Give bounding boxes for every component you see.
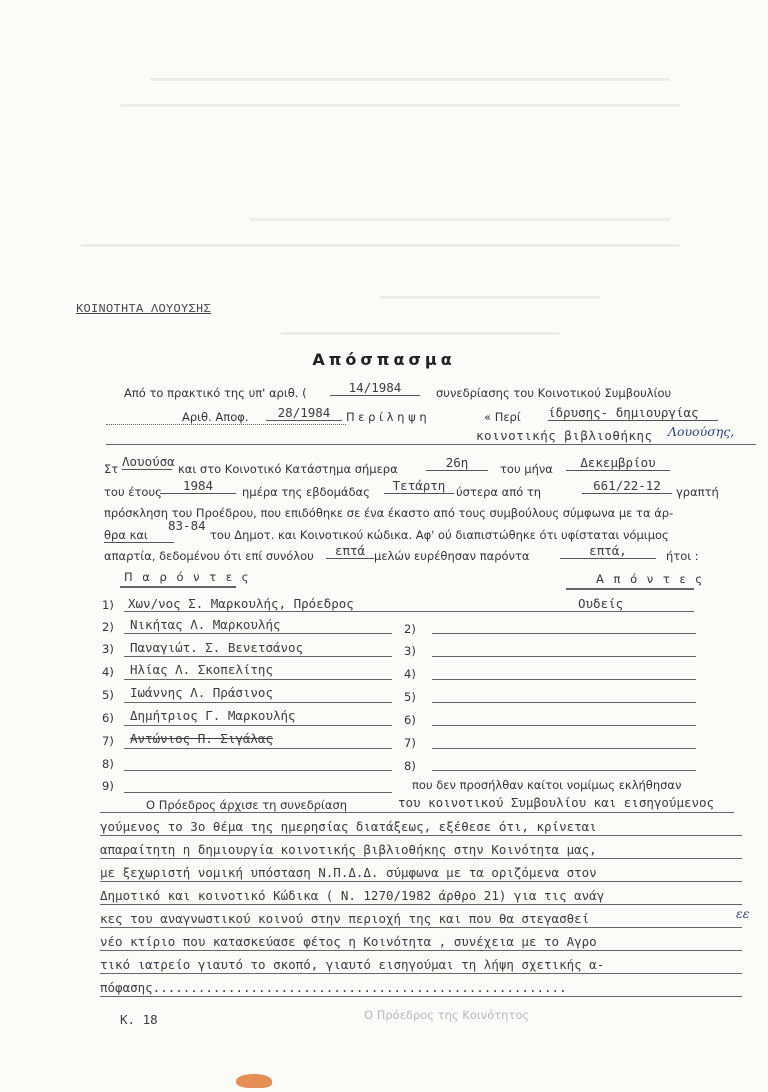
articles-prefix: θρα και [104, 528, 174, 543]
community-name: ΚΟΙΝΟΤΗΤΑ ΛΟΥΟΥΣΗΣ [76, 302, 212, 316]
intro-prefix: Από το πρακτικό της υπ' αριθ. ( [124, 386, 307, 400]
office-text: και στο Κοινοτικό Κατάστημα σήμερα [178, 462, 398, 476]
about-label: « Περί [484, 410, 521, 424]
body-line: κες του αναγνωστικού κοινού στην περιοχή της και που θα στεγασθεί [100, 911, 590, 926]
in-label: Στ [104, 462, 119, 476]
present-number: 9) [102, 779, 114, 793]
subject-line-2: κοινοτικής βιβλιοθήκης [476, 428, 653, 443]
intro-session-text: συνεδρίασης του Κοινοτικού Συμβουλίου [436, 386, 672, 400]
present-number: 7) [102, 734, 114, 748]
quorum-end: ήτοι : [666, 549, 699, 563]
absent-heading: Α π ό ν τ ε ς [596, 572, 706, 586]
quorum-prefix: απαρτία, δεδομένου ότι επί συνόλου [104, 549, 314, 563]
present-member: Χων/νος Σ. Μαρκουλής, Πρόεδρος [128, 596, 354, 611]
present-member: Ιωάννης Λ. Πράσινος [130, 685, 273, 700]
invitation-number: 661/22-12 [582, 478, 672, 494]
session-place: Λουούσα [122, 454, 175, 469]
body-line: νέο κτίριο που κατασκεύασε φέτος η Κοινότητα , συνέχεια με το Αγρο [100, 934, 597, 949]
present-number: 3) [102, 642, 114, 656]
decision-label: Αριθ. Αποφ. [182, 410, 249, 424]
present-member: Αντώνιος Π. Σιγάλας [130, 731, 273, 746]
present-number: 6) [102, 711, 114, 725]
summary-label: Π ε ρ ί λ η ψ η [346, 410, 427, 424]
absent-number: 5) [404, 690, 416, 704]
present-heading: Π α ρ ό ν τ ε ς [124, 570, 252, 584]
present-number: 4) [102, 665, 114, 679]
body-line: του κοινοτικού Συμβουλίου και εισηγούμενος [398, 795, 715, 810]
total-members: επτά [326, 543, 374, 559]
session-weekday: Τετάρτη [384, 478, 454, 494]
body-line: πόφασης....................................................... [100, 980, 567, 995]
absent-member: Ουδείς [578, 596, 624, 611]
minutes-number: 14/1984 [330, 380, 420, 396]
written-label: γραπτή [676, 485, 719, 499]
not-present-note: που δεν προσήλθαν καίτοι νομίμως εκλήθησαν [412, 778, 682, 792]
absent-number: 4) [404, 667, 416, 681]
code-text: του Δημοτ. και Κοινοτικού κώδικα. Αφ' ού διαπιστώθηκε ότι υφίσταται νόμιμος [210, 528, 669, 542]
body-line: Δημοτικό και κοινοτικό Κώδικα ( Ν. 1270/1982 άρθρο 21) για τις ανάγ [100, 888, 605, 903]
body-line: απαραίτητη η δημιουργία κοινοτικής βιβλιοθήκης στην Κοινότητα μας, [100, 842, 597, 857]
absent-number: 2) [404, 622, 416, 636]
year-label: του έτους [104, 485, 162, 499]
quorum-mid: μελών ευρέθησαν παρόντα [374, 549, 530, 563]
subject-handwritten: Λουούσης, [668, 424, 735, 439]
margin-handwriting: εε [736, 906, 750, 921]
body-opening: Ο Πρόεδρος άρχισε τη συνεδρίαση [146, 798, 348, 812]
present-member: Ηλίας Λ. Σκοπελίτης [130, 662, 273, 677]
present-number: 2) [102, 620, 114, 634]
body-line: τικό ιατρείο γιαυτό το σκοπό, γιαυτό εισηγούμαι τη λήψη σχετικής α- [100, 957, 605, 972]
session-year: 1984 [160, 478, 236, 494]
decision-number: 28/1984 [266, 405, 342, 421]
session-day: 26η [426, 455, 488, 471]
present-member: Δημήτριος Γ. Μαρκουλής [130, 708, 296, 723]
stain-mark [236, 1074, 272, 1088]
body-line: γούμενος το 3ο θέμα της ημερησίας διατάξεως, εξέθεσε ότι, κρίνεται [100, 819, 597, 834]
signature-ghost: Ο Πρόεδρος της Κοινότητος [364, 1008, 530, 1022]
absent-number: 3) [404, 644, 416, 658]
present-number: 8) [102, 757, 114, 771]
present-number: 1) [102, 598, 114, 612]
absent-number: 6) [404, 713, 416, 727]
absent-number: 8) [404, 759, 416, 773]
invitation-text: πρόσκληση του Προέδρου, που επιδόθηκε σε ένα έκαστο από τους συμβούλους σύμφωνα με τα άρ- [104, 506, 674, 520]
weekday-label: ημέρα της εβδομάδας [242, 485, 370, 499]
session-month: Δεκεμβρίου [566, 455, 670, 471]
present-number: 5) [102, 688, 114, 702]
absent-number: 7) [404, 736, 416, 750]
body-line: με ξεχωριστή νομική υπόσταση Ν.Π.Δ.Δ. σύμφωνα με τα οριζόμενα στον [100, 865, 597, 880]
present-count: επτά, [560, 543, 656, 559]
after-label: ύστερα από τη [456, 485, 542, 499]
articles-number: 83-84 [168, 518, 206, 533]
subject-line-1: ίδρυσης- δημιουργίας [548, 405, 718, 421]
month-label: του μήνα [500, 462, 553, 476]
document-title: Απόσπασμα [312, 350, 456, 369]
present-member: Νικήτας Λ. Μαρκουλής [130, 617, 281, 632]
page-mark: Κ. 18 [120, 1012, 158, 1027]
present-member: Παναγιώτ. Σ. Βενετσάνος [130, 640, 304, 655]
